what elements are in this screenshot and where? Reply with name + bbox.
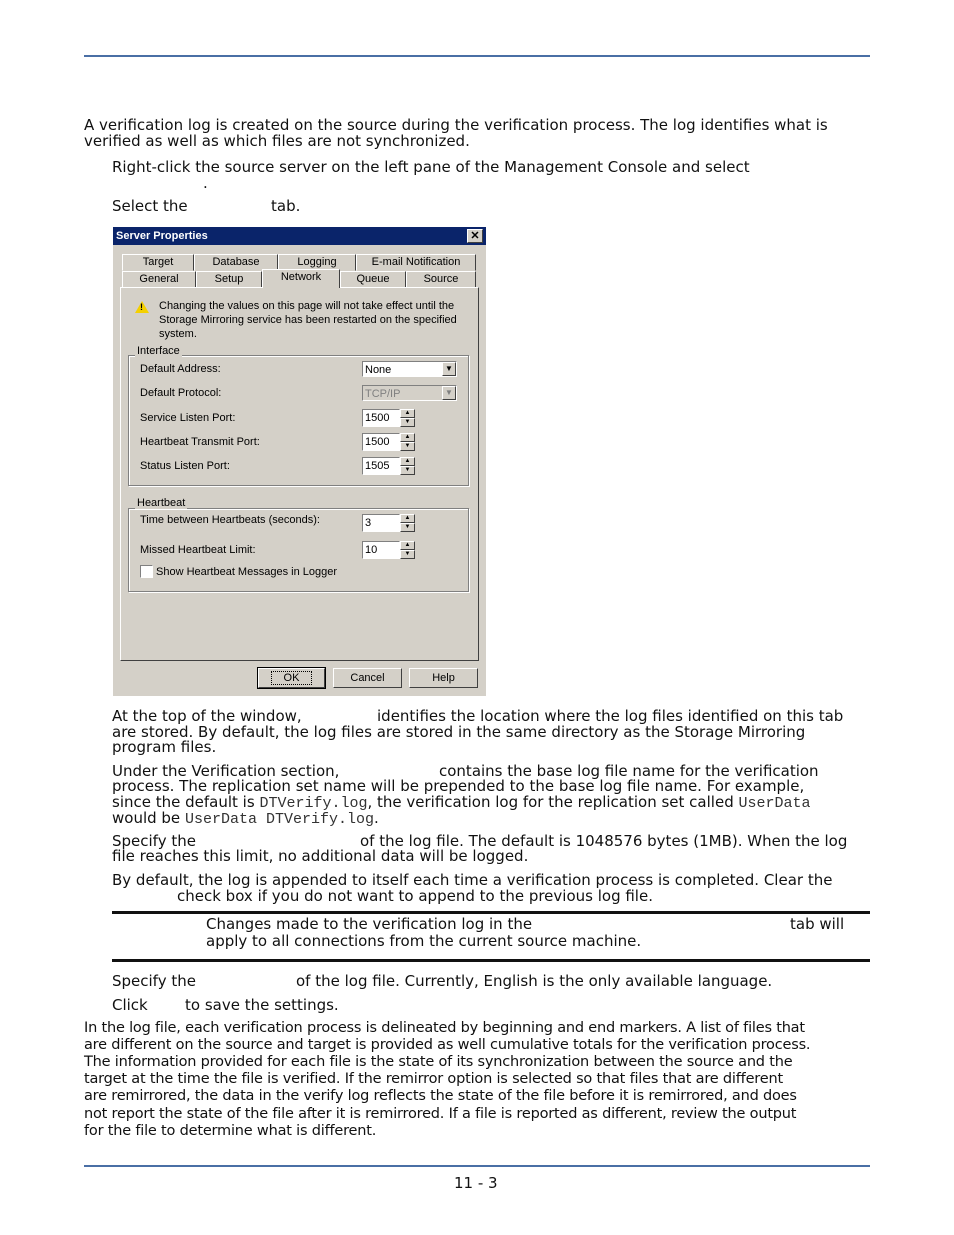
cancel-button[interactable]: Cancel — [333, 668, 402, 688]
para-ver-d1: since the default is — [112, 793, 255, 811]
default-protocol-value: TCP/IP — [365, 388, 401, 400]
code-userdata-dtverify: UserData DTVerify.log — [184, 811, 374, 828]
default-address-label: Default Address: — [140, 363, 221, 375]
spin-down-icon[interactable]: ▼ — [400, 550, 415, 559]
chevron-down-icon[interactable]: ▼ — [442, 362, 456, 376]
para-append-a: By default, the log is appended to itself each time a verification process is completed. Clear the — [112, 871, 833, 889]
para-ver-c: process. The replication set name will be prepended to the base log file name. For example, — [112, 777, 805, 795]
tab-source[interactable]: Source — [406, 271, 476, 288]
para-lang-a: Specify the — [112, 972, 196, 990]
note-c: apply to all connections from the current source machine. — [206, 932, 642, 950]
para-ver-a: Under the Verification section, — [112, 762, 340, 780]
missed-heartbeat-limit-input[interactable]: 10 — [362, 541, 400, 559]
service-listen-port-label: Service Listen Port: — [140, 412, 236, 424]
note-b: tab will — [790, 915, 845, 933]
para-top-b: identifies the location where the log files identified on this tab — [377, 707, 844, 725]
ok-button-label: OK — [271, 671, 313, 685]
final-line-4: target at the time the file is verified. If the remirror option is selected so that files that are different — [84, 1071, 783, 1087]
default-address-select[interactable] — [362, 361, 457, 377]
para-ver-e — [112, 810, 379, 828]
para-top-d: program files. — [112, 738, 217, 756]
para-lang-b: of the log file. Currently, English is the only available language. — [296, 972, 773, 990]
spin-down-icon[interactable]: ▼ — [400, 523, 415, 532]
tab-target[interactable]: Target — [122, 254, 194, 271]
final-line-6: not report the state of the file after it is remirrored. If a file is reported as different, review the output — [84, 1106, 797, 1122]
dialog-title: Server Properties — [116, 230, 208, 242]
status-listen-port-label: Status Listen Port: — [140, 460, 230, 472]
tab-queue[interactable]: Queue — [340, 271, 406, 288]
time-between-heartbeats-label: Time between Heartbeats (seconds): — [140, 514, 320, 526]
step1-line1: Right-click the source server on the left pane of the Management Console and select — [112, 158, 750, 176]
final-line-2: are different on the source and target is provided as well cumulative totals for the verification process. — [84, 1037, 811, 1053]
header-rule — [84, 55, 870, 57]
spin-up-icon[interactable]: ▲ — [400, 457, 415, 466]
heartbeat-transmit-port-input[interactable]: 1500 — [362, 433, 400, 451]
default-address-value: None — [365, 364, 392, 376]
final-line-1: In the log file, each verification process is delineated by beginning and end markers. A list of files that — [84, 1020, 805, 1036]
service-listen-port-input[interactable]: 1500 — [362, 409, 400, 427]
para-size-b: of the log file. The default is 1048576 bytes (1MB). When the log — [360, 832, 848, 850]
code-userdata: UserData — [738, 795, 811, 812]
footer-rule — [84, 1165, 870, 1167]
page-number: 11 - 3 — [454, 1174, 498, 1192]
step2-pre: Select the — [112, 197, 188, 215]
tab-setup[interactable]: Setup — [196, 271, 262, 288]
click-a: Click — [112, 996, 148, 1014]
step2-post: tab. — [271, 197, 301, 215]
click-b: to save the settings. — [185, 996, 339, 1014]
step1-line2: . — [203, 174, 208, 192]
default-protocol-label: Default Protocol: — [140, 387, 222, 399]
para-size-c: file reaches this limit, no additional data will be logged. — [112, 847, 529, 865]
tab-network[interactable]: Network — [262, 269, 340, 288]
para-size-a: Specify the — [112, 832, 196, 850]
default-protocol-select — [362, 385, 457, 401]
interface-legend: Interface — [137, 345, 180, 357]
spin-up-icon[interactable]: ▲ — [400, 433, 415, 442]
spin-up-icon[interactable]: ▲ — [400, 409, 415, 418]
note-a: Changes made to the verification log in the — [206, 915, 533, 933]
close-icon[interactable]: ✕ — [467, 229, 483, 243]
help-button[interactable]: Help — [409, 668, 478, 688]
final-line-3: The information provided for each file is the state of its synchronization between the source and the — [84, 1054, 793, 1070]
final-line-5: are remirrored, the data in the verify log reflects the state of the file before it is remirrored, and does — [84, 1088, 797, 1104]
missed-heartbeat-limit-label: Missed Heartbeat Limit: — [140, 544, 256, 556]
ok-button[interactable] — [258, 668, 325, 688]
time-between-heartbeats-input[interactable]: 3 — [362, 514, 400, 532]
warning-icon-mark: ! — [140, 302, 143, 312]
para-ver-b: contains the base log file name for the verification — [439, 762, 819, 780]
para-ver-d2: , the verification log for the replication set called — [367, 793, 734, 811]
para-top-a: At the top of the window, — [112, 707, 302, 725]
spin-down-icon[interactable]: ▼ — [400, 442, 415, 451]
tab-database[interactable]: Database — [194, 254, 278, 271]
server-properties-dialog — [113, 227, 486, 696]
dialog-titlebar — [113, 227, 486, 245]
code-dtverify: DTVerify.log — [259, 795, 368, 812]
intro-paragraph: A verification log is created on the source during the verification process. The log identifies what is verified as well as which files are not synchronized. — [84, 116, 828, 150]
tab-logging[interactable]: Logging — [278, 254, 356, 271]
status-listen-port-input[interactable]: 1505 — [362, 457, 400, 475]
show-heartbeat-messages-checkbox[interactable] — [140, 565, 153, 578]
heartbeat-legend: Heartbeat — [137, 497, 186, 509]
spin-down-icon[interactable]: ▼ — [400, 418, 415, 427]
tab-general[interactable]: General — [122, 271, 196, 288]
warning-text: Changing the values on this page will not take effect until the Storage Mirroring service has been restarted on the specified system. — [159, 300, 457, 340]
spin-up-icon[interactable]: ▲ — [400, 514, 415, 523]
heartbeat-transmit-port-label: Heartbeat Transmit Port: — [140, 436, 260, 448]
para-append-b: check box if you do not want to append to the previous log file. — [177, 887, 653, 905]
final-line-7: for the file to determine what is different. — [84, 1123, 377, 1139]
tab-email-notification[interactable]: E-mail Notification — [356, 254, 476, 271]
show-heartbeat-messages-label: Show Heartbeat Messages in Logger — [156, 566, 337, 578]
para-ver-e2: . — [373, 809, 379, 827]
para-ver-e1: would be — [112, 809, 181, 827]
para-top-c: are stored. By default, the log files are stored in the same directory as the Storage Mirroring — [112, 723, 806, 741]
spin-down-icon[interactable]: ▼ — [400, 466, 415, 475]
spin-up-icon[interactable]: ▲ — [400, 541, 415, 550]
chevron-down-icon: ▼ — [442, 386, 456, 400]
